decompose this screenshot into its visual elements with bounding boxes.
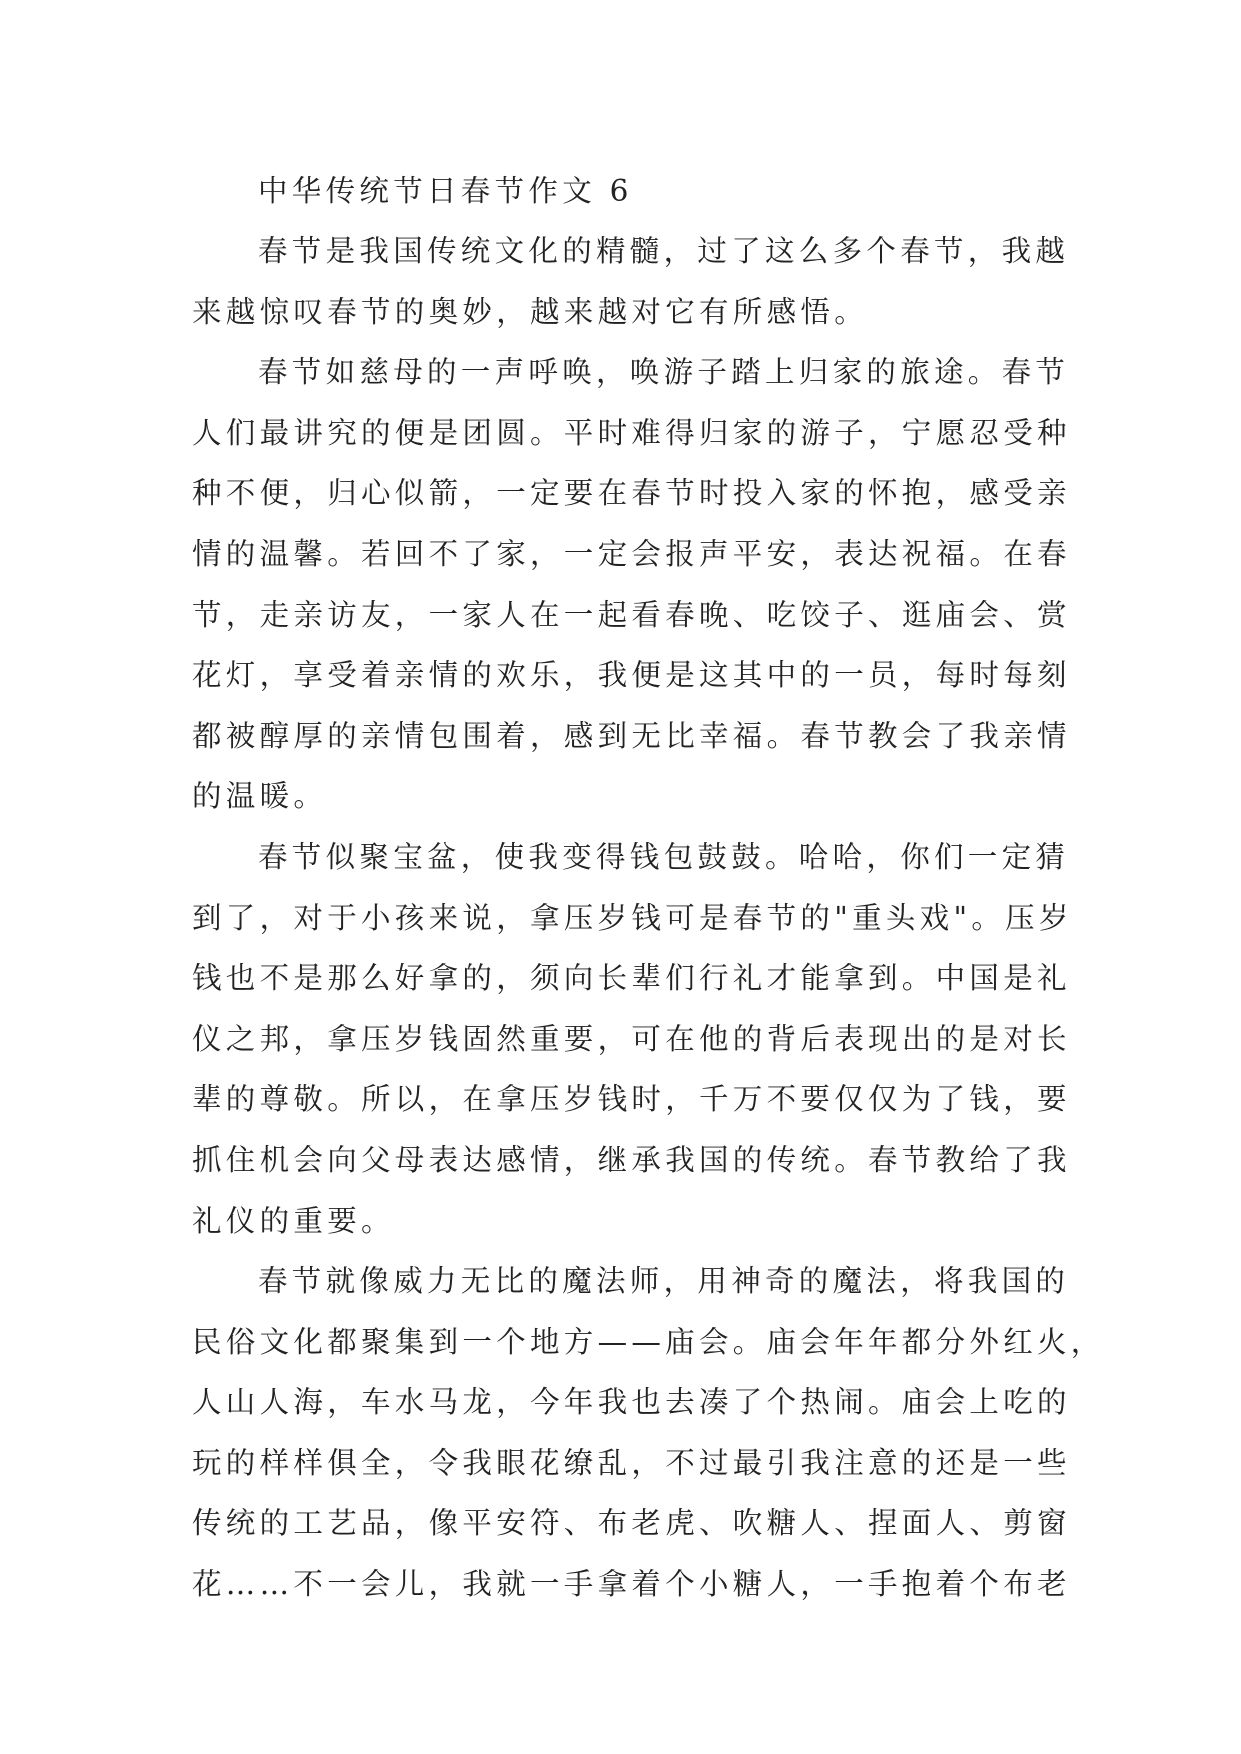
paragraph bbox=[192, 827, 1073, 1251]
document-title: 中华传统节日春节作文 6 bbox=[258, 174, 633, 208]
paragraph-line: 春节如慈母的一声呼唤，唤游子踏上归家的旅途。春节 bbox=[258, 355, 1070, 390]
paragraph-line: 春节就像威力无比的魔法师，用神奇的魔法，将我国的 bbox=[258, 1264, 1070, 1299]
paragraph-line: 到了，对于小孩来说，拿压岁钱可是春节的"重头戏"。压岁 bbox=[192, 900, 1073, 935]
paragraph-line: 来越惊叹春节的奥妙，越来越对它有所感悟。 bbox=[192, 294, 869, 329]
paragraph-line: 仪之邦，拿压岁钱固然重要，可在他的背后表现出的是对长 bbox=[192, 1021, 1071, 1056]
paragraph-line: 辈的尊敬。所以，在拿压岁钱时，千万不要仅仅为了钱，要 bbox=[192, 1082, 1071, 1117]
paragraph-line: 玩的样样俱全，令我眼花缭乱，不过最引我注意的还是一些 bbox=[192, 1445, 1071, 1480]
paragraph bbox=[192, 1251, 1105, 1615]
document-body bbox=[192, 161, 1105, 1615]
paragraph-line: 民俗文化都聚集到一个地方——庙会。庙会年年都分外红火， bbox=[192, 1324, 1105, 1359]
paragraph-line: 花……不一会儿，我就一手拿着个小糖人，一手抱着个布老 bbox=[192, 1567, 1071, 1602]
paragraph bbox=[192, 221, 1070, 342]
paragraph-line: 人山人海，车水马龙，今年我也去凑了个热闹。庙会上吃的 bbox=[192, 1385, 1071, 1420]
paragraph-line: 人们最讲究的便是团圆。平时难得归家的游子，宁愿忍受种 bbox=[192, 415, 1071, 450]
paragraph-line: 传统的工艺品，像平安符、布老虎、吹糖人、捏面人、剪窗 bbox=[192, 1506, 1071, 1541]
paragraph-line: 礼仪的重要。 bbox=[192, 1203, 395, 1238]
paragraph-line: 种不便，归心似箭，一定要在春节时投入家的怀抱，感受亲 bbox=[192, 476, 1071, 511]
paragraph-line: 春节似聚宝盆，使我变得钱包鼓鼓。哈哈，你们一定猜 bbox=[258, 839, 1070, 874]
paragraph-line: 节，走亲访友，一家人在一起看春晚、吃饺子、逛庙会、赏 bbox=[192, 597, 1071, 632]
paragraph bbox=[192, 342, 1071, 827]
paragraph-line: 的温暖。 bbox=[192, 779, 328, 814]
paragraph-line: 抓住机会向父母表达感情，继承我国的传统。春节教给了我 bbox=[192, 1142, 1071, 1177]
paragraph-line: 钱也不是那么好拿的，须向长辈们行礼才能拿到。中国是礼 bbox=[192, 961, 1071, 996]
paragraph-line: 都被醇厚的亲情包围着，感到无比幸福。春节教会了我亲情 bbox=[192, 718, 1071, 753]
paragraph-line: 春节是我国传统文化的精髓，过了这么多个春节，我越 bbox=[258, 234, 1070, 268]
paragraph-line: 情的温馨。若回不了家，一定会报声平安，表达祝福。在春 bbox=[192, 536, 1071, 571]
paragraph-line: 花灯，享受着亲情的欢乐，我便是这其中的一员，每时每刻 bbox=[192, 658, 1071, 693]
